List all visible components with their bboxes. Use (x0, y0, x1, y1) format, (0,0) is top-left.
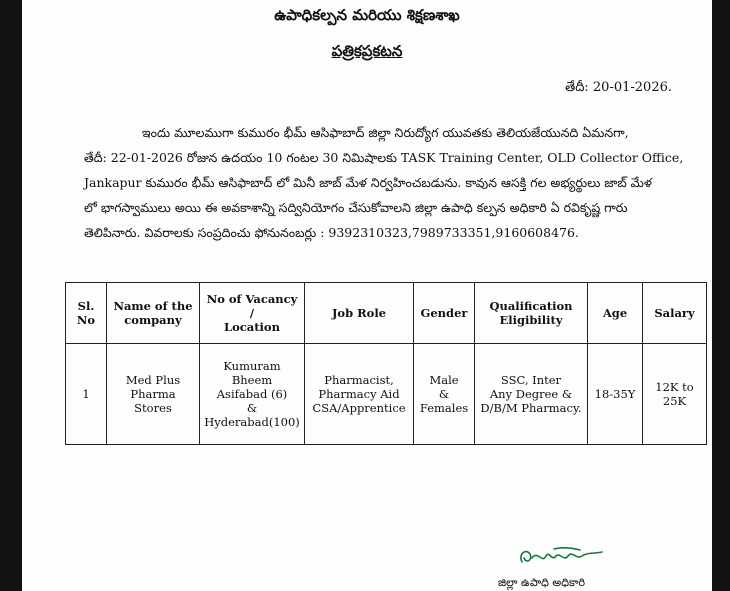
cell-text-line: SSC, Inter (500, 373, 562, 387)
header-vacancy-location (200, 283, 305, 344)
header-job-role (305, 283, 414, 344)
header-age (588, 283, 643, 344)
cell-text-line: Any Degree & (489, 387, 573, 401)
table-header-row (66, 283, 707, 344)
cell-text-line: CSA/Apprentice (312, 401, 406, 415)
cell-salary (643, 344, 707, 445)
cell-text-line: Pharmacy Aid (318, 387, 400, 401)
cell-text-line: & (438, 387, 450, 401)
header-sl-no (66, 283, 107, 344)
paragraph-line: తేదీ: 22-01-2026 రోజున ఉదయం 10 గంటల 30 నిమిషాలకు TASK Training Center, OLD Collector Office, (84, 150, 684, 165)
cell-text-line: Pharma Stores (130, 387, 176, 415)
header-salary (643, 283, 707, 344)
header-gender (414, 283, 475, 344)
cell-text-line: Bheem (231, 373, 273, 387)
cell-text-line: company (124, 313, 182, 327)
signature-mark (516, 544, 606, 570)
cell-text-line: Male (429, 373, 459, 387)
press-release-heading (22, 42, 712, 64)
officer-designation: జిల్లా ఉపాధి అధికారి (498, 576, 586, 589)
announcement-paragraph (84, 120, 684, 245)
cell-text-line: Pharmacist, (324, 373, 394, 387)
job-details-table (65, 282, 707, 445)
cell-text-line: Kumuram (223, 359, 281, 373)
cell-text-line: 1 (82, 387, 90, 401)
cell-job-role (305, 344, 414, 445)
cell-company (107, 344, 200, 445)
press-release-document (22, 0, 712, 591)
cell-text-line: & (246, 401, 258, 415)
cell-sl-no (66, 344, 107, 445)
cell-text-line: Sl. (77, 299, 95, 313)
cell-text-line: 12K to 25K (655, 380, 694, 408)
cell-text-line: Name of the (113, 299, 193, 313)
cell-text-line: No of Vacancy (206, 292, 298, 306)
cell-text-line: Location (224, 320, 280, 334)
cell-text-line: Hyderabad(100) (204, 415, 300, 429)
paragraph-line: లో భాగస్వాములు అయి ఈ అవకాశాన్ని సద్వినియోగం చేసుకోవాలని జిల్లా ఉపాధి కల్పన అధికారి ఏ రవికృష్ణ గారు (84, 200, 628, 215)
cell-text-line: 18-35Y (594, 387, 636, 401)
cell-text-line: Salary (654, 306, 695, 320)
cell-text-line: Asifabad (6) (216, 387, 288, 401)
department-title: ఉపాధికల్పన మరియు శిక్షణశాఖ (274, 6, 460, 24)
release-date: తేదీ: 20-01-2026. (565, 80, 672, 95)
table-row (66, 344, 707, 445)
header-company (107, 283, 200, 344)
cell-text-line: Eligibility (499, 313, 563, 327)
cell-text-line: Gender (420, 306, 468, 320)
cell-text-line: No (76, 313, 96, 327)
cell-text-line: Med Plus (125, 373, 181, 387)
cell-text-line: Qualification (489, 299, 573, 313)
cell-text-line: Females (419, 401, 469, 415)
paragraph-line: తెలిపినారు. వివరాలకు సంప్రదించు ఫోనునంబర్లు : 9392310323,7989733351,9160608476. (84, 225, 579, 240)
paragraph-line: Jankapur కుమురం భీమ్ ఆసిఫాబాద్ లో మినీ జాబ్ మేళ నిర్వహించబడును. కావున ఆసక్తి గల అభ్యర్థులు జాబ్ మేళ (84, 175, 652, 190)
cell-text-line: / (249, 306, 255, 320)
cell-vacancy-location (200, 344, 305, 445)
cell-text-line: Age (602, 306, 628, 320)
cell-text-line: D/B/M Pharmacy. (480, 401, 582, 415)
press-release-label: పత్రికప్రకటన (331, 42, 403, 60)
cell-text-line: Job Role (331, 306, 387, 320)
cell-gender (414, 344, 475, 445)
header-qualification (475, 283, 588, 344)
cell-qualification (475, 344, 588, 445)
paragraph-line: ఇందు మూలముగా కుమురం భీమ్ ఆసిఫాబాద్ జిల్లా నిరుద్యోగ యువతకు తెలియజేయునది ఏమనగా, (142, 125, 629, 140)
cell-age (588, 344, 643, 445)
